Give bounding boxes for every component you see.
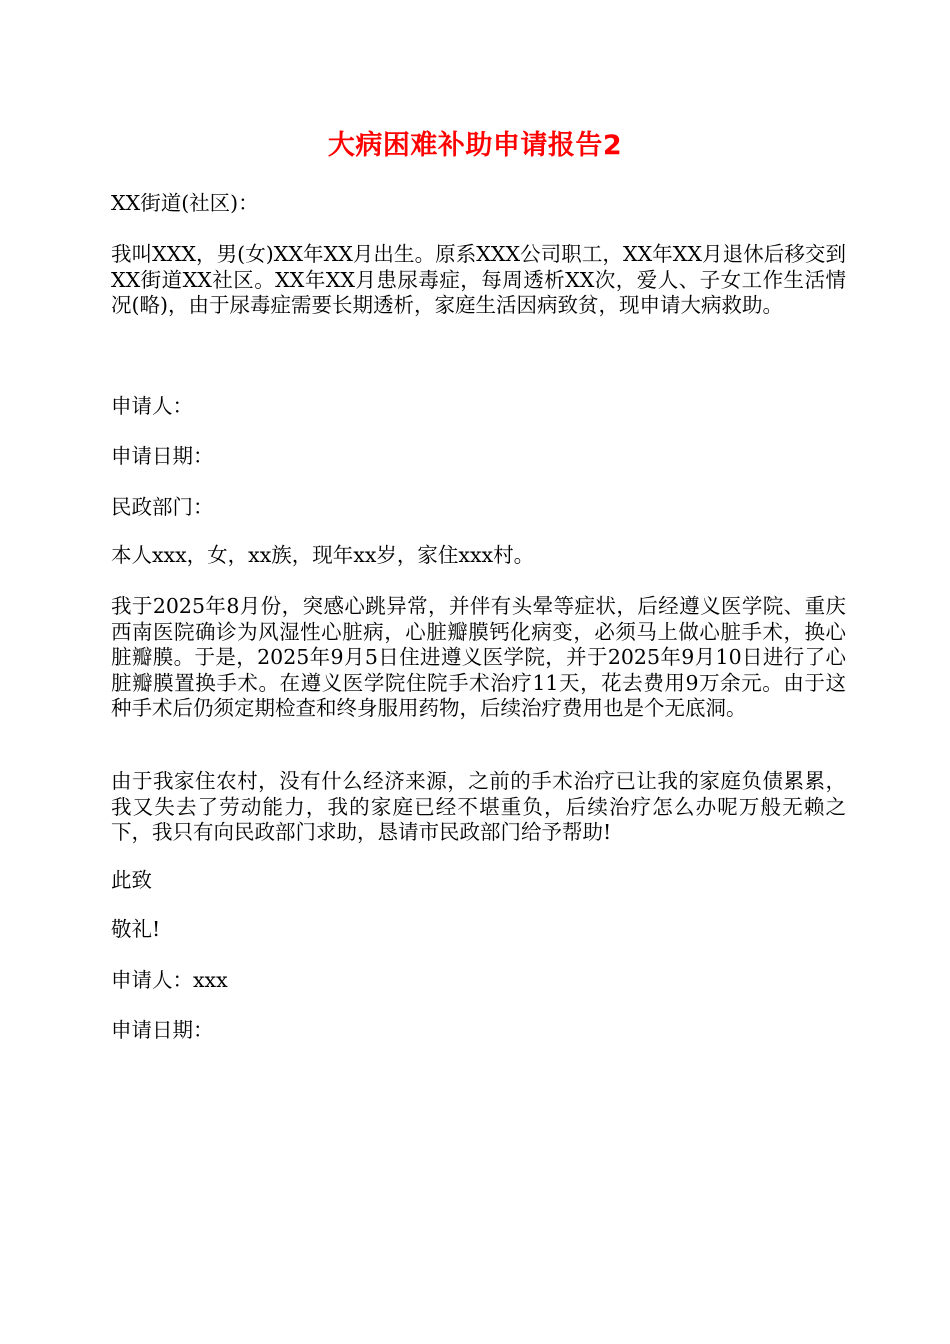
document-title: 大病困难补助申请报告2 (327, 130, 623, 161)
signature-date: 申请日期： (111, 1018, 214, 1042)
recipient-line: 民政部门： (111, 495, 214, 519)
closing-regards: 此致 (111, 868, 152, 892)
application-date-line: 申请日期： (111, 444, 214, 468)
closing-salute: 敬礼! (111, 917, 161, 941)
paragraph-application-1: 我叫XXX，男(女)XX年XX月出生。原系XXX公司职工，XX年XX月退休后移交到XX街道XX社区。XX年XX月患尿毒症，每周透析XX次，爱人、子女工作生活情况(略)，由于尿毒症需要长期透析，家庭生活因病致贫，现申请大病救助。 (111, 242, 846, 317)
applicant-line: 申请人： (111, 394, 193, 418)
salutation: XX街道(社区)： (111, 191, 259, 215)
paragraph-medical-history: 我于2025年8月份，突感心跳异常，并伴有头晕等症状，后经遵义医学院、重庆西南医院确诊为风湿性心脏病，心脏瓣膜钙化病变，必须马上做心脏手术，换心脏瓣膜。于是，2025年9月5日住进遵义医学院，并于2025年9月10日进行了心脏瓣膜置换手术。在遵义医学院住院手术治疗11天，花去费用9万余元。由于这种手术后仍须定期检查和终身服用药物，后续治疗费用也是个无底洞。 (111, 594, 846, 720)
paragraph-hardship: 由于我家住农村，没有什么经济来源，之前的手术治疗已让我的家庭负债累累，我又失去了劳动能力，我的家庭已经不堪重负，后续治疗怎么办呢万般无赖之下，我只有向民政部门求助，恳请市民政部门给予帮助! (111, 769, 846, 844)
applicant-intro: 本人xxx，女，xx族，现年xx岁，家住xxx村。 (111, 543, 535, 567)
signature-applicant: 申请人：xxx (111, 968, 228, 992)
